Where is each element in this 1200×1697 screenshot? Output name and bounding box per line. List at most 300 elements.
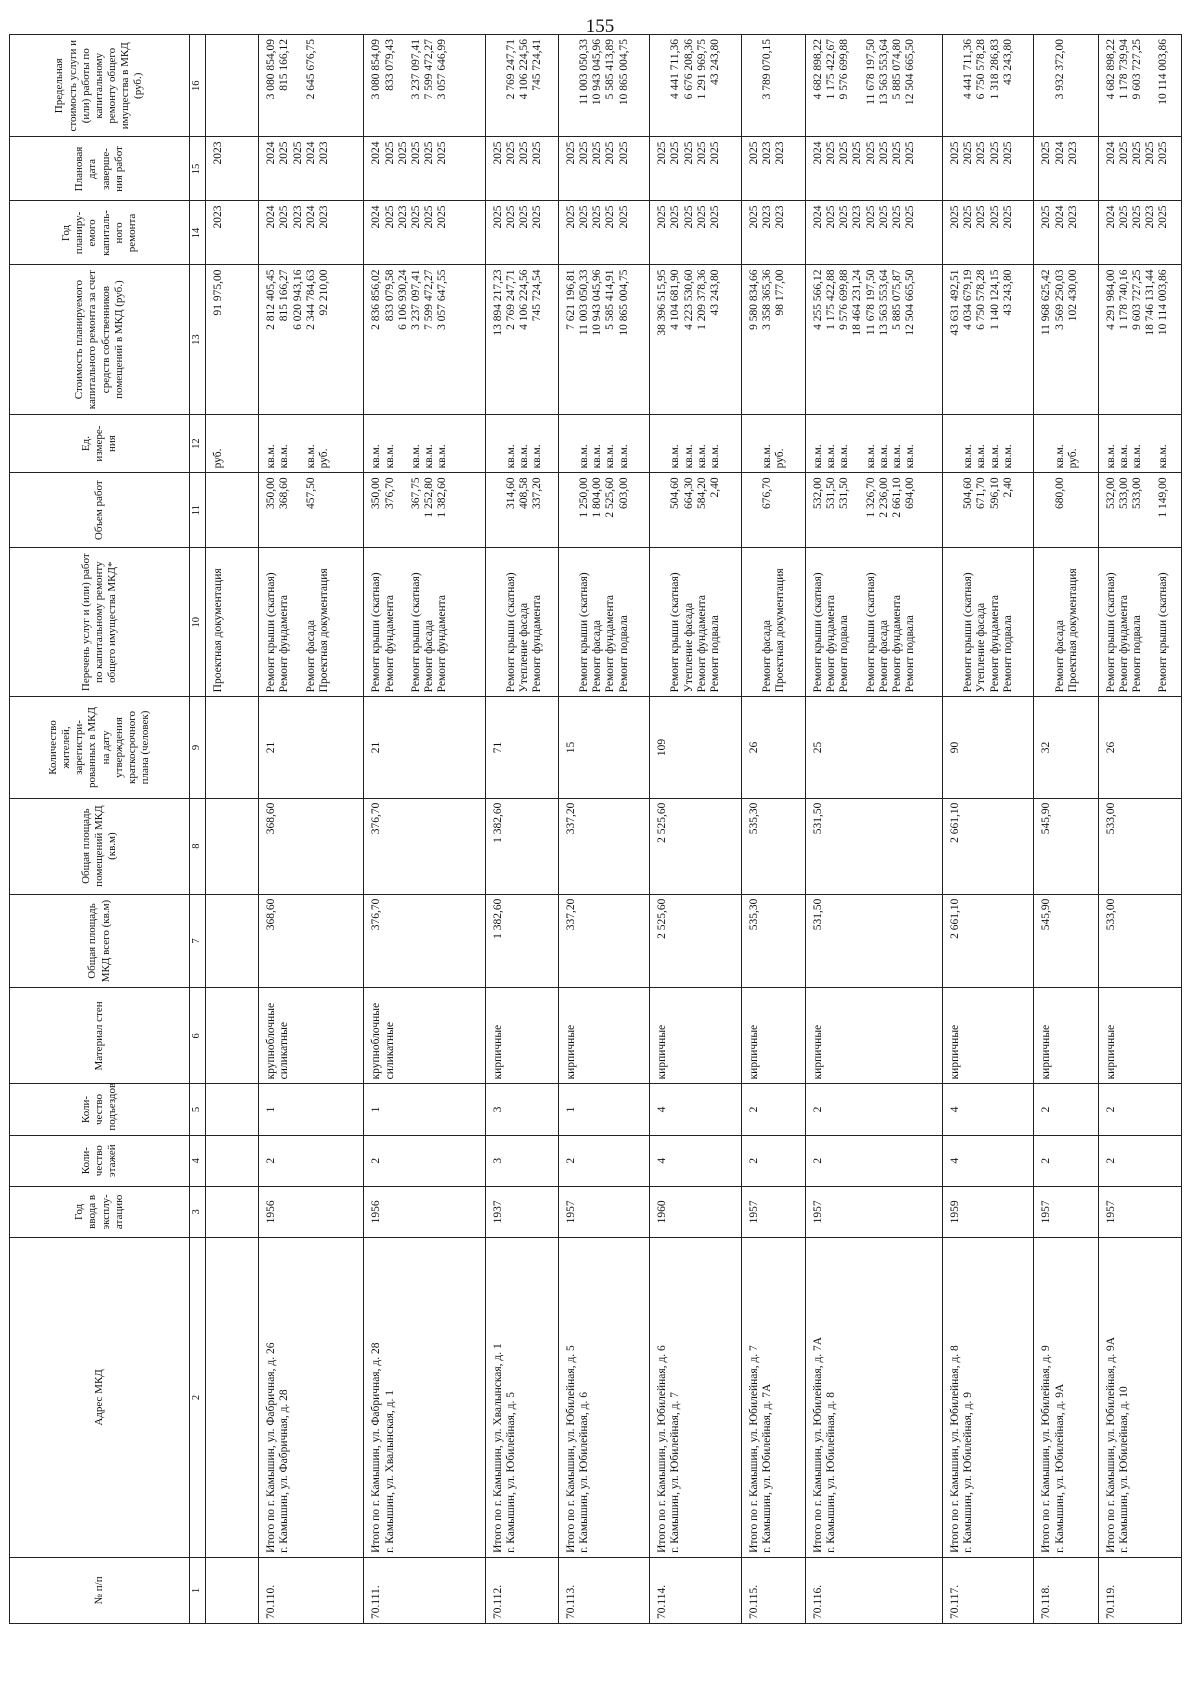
cell-col-14 (805, 201, 942, 265)
cell-col-2 (558, 1237, 649, 1557)
column-number: 5 (190, 1084, 206, 1135)
cell-value: 2 (811, 1157, 824, 1164)
cell-line: Итого по г. Камышин, ул. Юбилейная, д. 7 (747, 1345, 760, 1553)
cell-line: кв.м. (1104, 444, 1117, 469)
cell-line: Ремонт фасада (760, 620, 773, 693)
cell-line: Ремонт крыши (скатная) (864, 572, 877, 693)
cell-line: Ремонт фундамента (890, 595, 903, 693)
cell-col-9 (206, 697, 259, 798)
cell-col-1 (558, 1557, 649, 1623)
cell-line (212, 477, 225, 543)
cell-line: 2025 (617, 141, 630, 165)
rotated-sheet (9, 34, 1182, 1624)
cell-line: Ремонт крыши (скатная) (578, 572, 590, 693)
cell-value: 2 525,60 (656, 898, 669, 939)
table-row (1034, 35, 1098, 1624)
cell-line (851, 39, 864, 132)
cell-col-8 (741, 798, 805, 894)
cell-line: 5 885 074,80 (890, 39, 903, 100)
cell-line: 2,40 (1001, 477, 1014, 498)
cell-line (949, 39, 962, 132)
column-header: Год планиру-емого капиталь-ного ремонта (10, 201, 190, 265)
cell-line: 350,00 (370, 477, 383, 510)
cell-line: 2025 (1040, 141, 1053, 165)
cell-col-9 (364, 697, 485, 798)
column-header: Количество жителей, зарегистри-рованных в МКД на дату утверждения краткосрочного плана (человек) (10, 697, 190, 798)
cell-line (397, 419, 410, 469)
column-number: 9 (190, 697, 206, 798)
cell-col-6 (1034, 988, 1098, 1084)
cell-value: 1957 (747, 1200, 760, 1224)
cell-line: кв.м. (988, 444, 1001, 469)
cell-col-3 (206, 1186, 259, 1237)
cell-line: Ремонт фасада (877, 620, 890, 693)
cell-value: 1960 (656, 1200, 669, 1224)
cell-line: 3 057 646,99 (436, 39, 449, 100)
cell-line: Ремонт крыши (скатная) (1157, 572, 1170, 693)
cell-value: 70.118. (1040, 1584, 1053, 1619)
column-number: 7 (190, 894, 206, 988)
cell-col-1 (805, 1557, 942, 1623)
cell-line: 596,10 (988, 477, 1001, 510)
cell-line (492, 552, 505, 692)
table-body (206, 35, 1182, 1624)
cell-col-3 (650, 1186, 741, 1237)
cell-line: кв.м. (695, 444, 708, 469)
cell-line: 2024 (304, 141, 317, 165)
cell-line (212, 39, 225, 132)
cell-line: г. Камышин, ул. Хвалынская, д. 1 (383, 1390, 396, 1553)
cell-col-4 (259, 1135, 364, 1186)
cell-line: Ремонт подвала (617, 615, 630, 693)
cell-line: Проектная документация (774, 568, 787, 693)
table-row (650, 35, 741, 1624)
cell-line (656, 39, 669, 132)
cell-line: 4 441 711,36 (962, 39, 975, 99)
cell-value: 32 (1040, 741, 1053, 754)
cell-line: 2024 (1053, 205, 1066, 229)
cell-line (318, 477, 331, 543)
cell-col-6 (741, 988, 805, 1084)
cell-value (212, 899, 225, 984)
cell-line: 13 563 553,64 (877, 269, 890, 336)
cell-line: 2025 (890, 141, 903, 165)
cell-line (774, 477, 787, 543)
cell-line: Итого по г. Камышин, ул. Юбилейная, д. 9 (1040, 1345, 1053, 1553)
cell-col-2 (206, 1237, 259, 1557)
cell-col-4 (650, 1135, 741, 1186)
cell-value: 368,60 (265, 802, 278, 835)
cell-line: 1 318 286,83 (988, 39, 1001, 100)
cell-line: кв.м. (838, 444, 851, 469)
cell-line: 10 114 003,86 (1157, 269, 1170, 336)
cell-col-15 (259, 137, 364, 201)
column-header: Материал стен (10, 988, 190, 1084)
cell-line: 2025 (747, 141, 760, 165)
cell-line: 4 034 679,19 (962, 269, 975, 330)
cell-line: 2025 (564, 141, 577, 165)
cell-line: Ремонт фасада (423, 620, 436, 693)
cell-value: кирпичные (656, 1024, 669, 1080)
cell-line: 10 943 045,96 (591, 39, 604, 106)
cell-col-2 (741, 1237, 805, 1557)
cell-line: 7 599 472,27 (423, 39, 436, 100)
cell-line (1040, 39, 1053, 132)
cell-line: 9 580 834,66 (747, 269, 760, 330)
cell-line (1040, 477, 1053, 543)
cell-line: 11 003 050,33 (578, 269, 590, 336)
cell-line: г. Камышин, ул. Юбилейная, д. 5 (504, 1391, 517, 1553)
cell-line: Итого по г. Камышин, ул. Юбилейная, д. 9А (1104, 1336, 1117, 1553)
cell-line: 2025 (436, 205, 449, 229)
cell-line: 2025 (988, 205, 1001, 229)
cell-col-2 (805, 1237, 942, 1557)
cell-value (212, 1562, 225, 1619)
cell-line: Ремонт крыши (скатная) (265, 572, 278, 693)
cell-col-16 (206, 35, 259, 137)
cell-line: кв.м. (709, 444, 722, 469)
cell-col-7 (805, 894, 942, 988)
cell-line: г. Камышин, ул. Фабричная, д. 28 (278, 1389, 291, 1553)
cell-line: 38 396 515,95 (656, 269, 669, 336)
cell-line: 43 631 492,51 (949, 269, 961, 336)
cell-value: 90 (949, 741, 961, 754)
cell-line: 2025 (824, 205, 837, 229)
cell-col-2 (943, 1237, 1034, 1557)
cell-line: 2,40 (709, 477, 722, 498)
cell-value: 531,50 (811, 898, 824, 931)
cell-line: 43 243,80 (709, 39, 722, 85)
cell-line: 2025 (904, 141, 917, 165)
cell-line: 1 175 422,67 (824, 39, 837, 100)
cell-line (292, 419, 305, 469)
cell-col-13 (1098, 265, 1182, 414)
cell-col-9 (259, 697, 364, 798)
header-row (10, 35, 190, 1624)
column-header: № п/п (10, 1557, 190, 1623)
cell-line: 2025 (578, 205, 590, 229)
cell-line (1144, 552, 1157, 692)
cell-col-6 (805, 988, 942, 1084)
cell-col-16 (558, 35, 649, 137)
cell-col-9 (805, 697, 942, 798)
cell-col-8 (485, 798, 558, 894)
cell-line: 6 020 943,16 (291, 269, 304, 330)
cell-line: 2025 (518, 205, 531, 229)
cell-col-11 (1034, 473, 1098, 548)
cell-line: 2 836 856,02 (370, 269, 383, 330)
cell-col-14 (943, 201, 1034, 265)
cell-col-12 (805, 414, 942, 473)
cell-line (1067, 477, 1080, 543)
cell-line: 2025 (709, 205, 722, 229)
cell-line: кв.м. (423, 444, 436, 469)
cell-line: 4 104 681,90 (669, 269, 682, 330)
cell-col-8 (650, 798, 741, 894)
cell-col-5 (364, 1084, 485, 1135)
cell-col-16 (943, 35, 1034, 137)
cell-value: 15 (564, 741, 577, 754)
cell-line: г. Камышин, ул. Юбилейная, д. 6 (578, 1391, 590, 1553)
cell-line: 2025 (962, 141, 975, 165)
cell-value: 1957 (811, 1200, 824, 1224)
column-number: 13 (190, 265, 206, 414)
cell-line: 676,70 (760, 477, 773, 510)
column-number: 3 (190, 1186, 206, 1237)
cell-col-6 (485, 988, 558, 1084)
cell-col-3 (943, 1186, 1034, 1237)
cell-line: 2025 (491, 141, 504, 165)
cell-line: 2025 (1001, 205, 1014, 229)
cell-line: 92 210,00 (317, 269, 330, 316)
cell-line: 531,50 (824, 477, 837, 510)
cell-line: 2025 (824, 141, 837, 165)
table-row (558, 35, 649, 1624)
cell-line: Проектная документация (317, 568, 330, 693)
cell-line: Итого по г. Камышин, ул. Юбилейная, д. 6 (656, 1345, 669, 1553)
cell-line: Ремонт крыши (скатная) (669, 572, 682, 693)
cell-col-15 (943, 137, 1034, 201)
cell-line: кв.м. (1130, 444, 1143, 469)
cell-col-5 (943, 1084, 1034, 1135)
cell-value: 1957 (564, 1200, 577, 1224)
cell-line (397, 39, 410, 132)
cell-line (656, 552, 669, 692)
cell-col-12 (943, 414, 1034, 473)
cell-line: 2023 (396, 205, 409, 229)
cell-col-10 (206, 548, 259, 697)
cell-col-7 (1098, 894, 1182, 988)
cell-value (212, 1140, 225, 1182)
cell-col-8 (1098, 798, 1182, 894)
column-header: Коли-чество подъездов (10, 1084, 190, 1135)
cell-col-13 (741, 265, 805, 414)
cell-col-12 (1034, 414, 1098, 473)
cell-line: 2023 (1066, 205, 1079, 229)
cell-line: 2025 (864, 205, 877, 229)
cell-line: кв.м. (811, 444, 824, 469)
cell-line: 4 106 224,56 (518, 39, 531, 100)
cell-line: 2023 (291, 205, 304, 229)
cell-line: руб. (212, 448, 224, 469)
cell-line: 4 441 711,36 (669, 39, 682, 99)
cell-col-1 (1098, 1557, 1182, 1623)
cell-col-11 (943, 473, 1034, 548)
cell-col-13 (1034, 265, 1098, 414)
cell-line: Итого по г. Камышин, ул. Фабричная, д. 26 (265, 1342, 278, 1553)
cell-line (318, 39, 331, 132)
cell-line: 2025 (1130, 205, 1143, 229)
cell-col-5 (741, 1084, 805, 1135)
cell-line: 1 252,80 (423, 477, 436, 518)
column-header: Коли-чество этажей (10, 1135, 190, 1186)
cell-line: 2 769 247,71 (504, 39, 517, 100)
cell-line (656, 477, 669, 543)
cell-col-11 (364, 473, 485, 548)
cell-line: Итого по г. Камышин, ул. Хвалынская, д. 1 (491, 1343, 504, 1553)
cell-line: 2025 (838, 141, 851, 165)
cell-value: кирпичные (747, 1024, 760, 1080)
cell-value: 2 (1040, 1106, 1053, 1113)
cell-value: 368,60 (265, 898, 278, 931)
cell-line: кв.м. (518, 444, 531, 469)
cell-col-4 (1098, 1135, 1182, 1186)
cell-col-6 (1098, 988, 1182, 1084)
cell-line: 745 724,41 (531, 39, 544, 91)
cell-value: 2 (811, 1106, 824, 1113)
cell-line: 5 585 413,89 (604, 39, 617, 100)
cell-line: 2025 (904, 205, 917, 229)
cell-col-3 (741, 1186, 805, 1237)
cell-col-1 (259, 1557, 364, 1623)
cell-line: 12 504 665,50 (904, 269, 917, 336)
cell-col-10 (943, 548, 1034, 697)
cell-line: кв.м. (682, 444, 695, 469)
cell-line: 10 114 003,86 (1157, 39, 1170, 105)
cell-line: 2025 (709, 141, 722, 165)
column-header: Предельная стоимость услуги и (или) работы по капитальному ремонту общего имущества в МКД (руб.) (10, 35, 190, 137)
cell-col-8 (805, 798, 942, 894)
cell-line: 2025 (291, 141, 304, 165)
table-row (206, 35, 259, 1624)
cell-col-13 (805, 265, 942, 414)
cell-line (292, 552, 305, 692)
cell-line: Ремонт фундамента (1117, 595, 1130, 693)
cell-value: 26 (747, 741, 760, 754)
cell-line: 2025 (1144, 141, 1157, 165)
cell-col-10 (259, 548, 364, 697)
cell-line: 13 563 553,64 (877, 39, 890, 106)
cell-line: 745 724,54 (531, 269, 544, 322)
cell-line: 1 250,00 (578, 477, 590, 518)
cell-line: 532,00 (1104, 477, 1117, 510)
cell-line (774, 39, 787, 132)
cell-line: 2023 (760, 141, 773, 165)
cell-line: кв.м. (504, 444, 517, 469)
cell-line: 2 812 405,45 (265, 269, 278, 330)
cell-line: 2025 (682, 141, 695, 165)
cell-line: 2025 (504, 205, 517, 229)
cell-line: 2023 (317, 141, 330, 165)
cell-col-5 (805, 1084, 942, 1135)
cell-line: 2023 (774, 141, 787, 165)
cell-value: 2 661,10 (949, 898, 961, 939)
cell-line (851, 552, 864, 692)
cell-line: 3 569 250,03 (1053, 269, 1066, 330)
cell-col-1 (206, 1557, 259, 1623)
cell-line: Ремонт подвала (904, 615, 917, 693)
column-number-row (190, 35, 206, 1624)
column-header: Ед. измере-ния (10, 414, 190, 473)
cell-col-11 (485, 473, 558, 548)
cell-value: кирпичные (1040, 1024, 1053, 1080)
cell-col-14 (485, 201, 558, 265)
cell-line: 2025 (578, 141, 590, 165)
cell-line: Ремонт фундамента (278, 595, 291, 693)
cell-line: Утепление фасада (682, 602, 695, 693)
cell-col-8 (259, 798, 364, 894)
cell-line (949, 552, 962, 692)
cell-line: 504,60 (669, 477, 682, 510)
cell-col-12 (206, 414, 259, 473)
cell-line: 1 804,00 (591, 477, 604, 518)
cell-line: 11 968 625,42 (1040, 269, 1053, 336)
cell-line: Ремонт фундамента (383, 595, 396, 693)
cell-line: 91 975,00 (212, 269, 224, 316)
cell-col-3 (485, 1186, 558, 1237)
cell-line (949, 477, 962, 543)
cell-line: 533,00 (1130, 477, 1143, 510)
cell-col-7 (558, 894, 649, 988)
cell-value: 70.116. (811, 1584, 824, 1619)
cell-col-14 (364, 201, 485, 265)
cell-line: кв.м. (436, 444, 449, 469)
cell-line: кв.м. (669, 444, 682, 469)
cell-value: 2 (747, 1157, 760, 1164)
cell-line (397, 477, 410, 543)
cell-line: кв.м. (877, 444, 890, 469)
cell-line: кв.м. (383, 444, 396, 469)
cell-line: Ремонт фундамента (988, 595, 1001, 693)
cell-col-15 (1098, 137, 1182, 201)
cell-line (1144, 419, 1157, 469)
cell-line: 9 603 727,25 (1130, 39, 1143, 100)
cell-col-6 (259, 988, 364, 1084)
column-header: Плановая дата заверше-ния работ (10, 137, 190, 201)
cell-line: 2024 (370, 141, 383, 165)
cell-line: Ремонт подвала (838, 615, 851, 693)
cell-line: 43 243,80 (1001, 269, 1014, 316)
cell-col-14 (259, 201, 364, 265)
cell-col-6 (558, 988, 649, 1084)
cell-line: 2025 (877, 205, 890, 229)
cell-value: кирпичные (564, 1024, 577, 1080)
cell-line: 2025 (1117, 205, 1130, 229)
cell-line (292, 39, 305, 132)
column-header: Стоимость планируемого капитального ремонта за счет средств собственников помещений в МКД (руб.) (10, 265, 190, 414)
cell-col-10 (1034, 548, 1098, 697)
cell-line: 1 382,60 (436, 477, 449, 518)
column-header: Перечень услуг и (или) работ по капитальному ремонту общего имущества МКД* (10, 548, 190, 697)
cell-value: 1937 (491, 1200, 504, 1224)
cell-line: кв.м. (904, 444, 917, 469)
cell-line: 10 865 004,75 (617, 39, 630, 106)
cell-line: 815 166,27 (278, 269, 291, 322)
cell-line: 1 178 740,16 (1117, 269, 1130, 330)
cell-line: 2025 (591, 205, 604, 229)
cell-line: кв.м. (578, 444, 590, 469)
cell-col-5 (558, 1084, 649, 1135)
cell-value: 4 (656, 1157, 669, 1164)
cell-col-16 (650, 35, 741, 137)
cell-value: 531,50 (811, 802, 824, 835)
cell-col-5 (259, 1084, 364, 1135)
cell-line: 2 769 247,71 (504, 269, 517, 330)
column-header: Общая площадь помещений МКД (кв.м) (10, 798, 190, 894)
cell-line: 2025 (669, 141, 682, 165)
cell-col-14 (1098, 201, 1182, 265)
cell-line: 2025 (491, 205, 504, 229)
cell-col-9 (943, 697, 1034, 798)
cell-value: 533,00 (1104, 898, 1117, 931)
cell-line (565, 39, 578, 132)
cell-line: г. Камышин, ул. Юбилейная, д. 7 (669, 1391, 682, 1553)
cell-line: 2025 (975, 141, 988, 165)
cell-line: 2025 (975, 205, 988, 229)
cell-col-11 (741, 473, 805, 548)
cell-value: 1957 (1040, 1200, 1053, 1224)
cell-line: 10 943 045,96 (591, 269, 604, 336)
